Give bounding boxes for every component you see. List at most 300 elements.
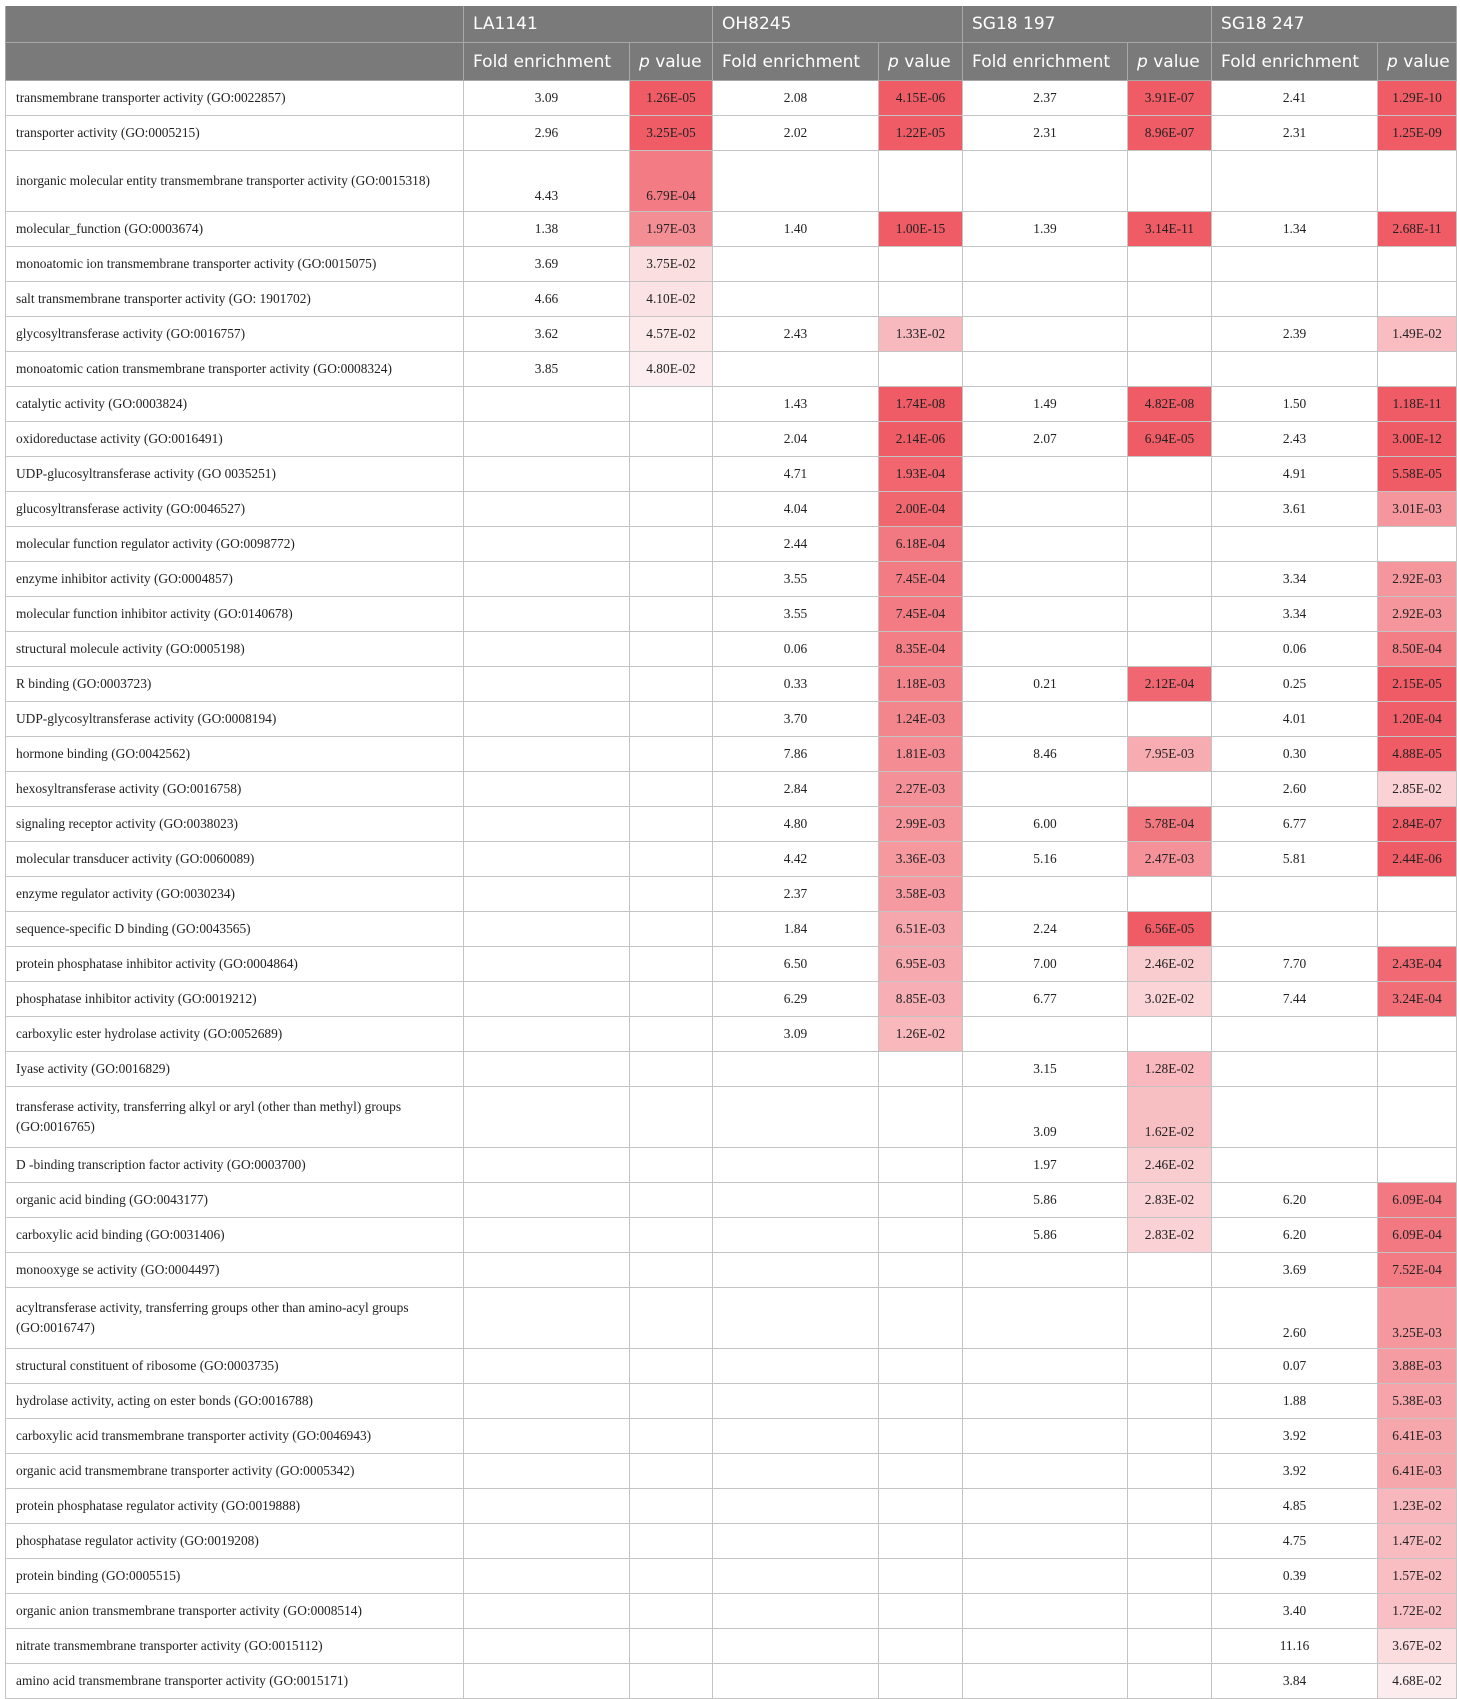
p-value-cell-sg18-197 [1128, 317, 1212, 352]
fold-enrichment-cell-oh8245: 2.02 [713, 116, 879, 151]
p-value-cell-oh8245 [879, 282, 963, 317]
p-value-cell-oh8245: 1.22E-05 [879, 116, 963, 151]
fold-enrichment-cell-la1141 [464, 1664, 630, 1699]
table-row [6, 597, 1457, 632]
fold-enrichment-cell-sg18-197: 6.77 [963, 982, 1128, 1017]
fold-enrichment-cell-sg18-197: 8.46 [963, 737, 1128, 772]
p-value-cell-la1141: 4.57E-02 [630, 317, 713, 352]
fold-enrichment-cell-oh8245 [713, 247, 879, 282]
p-value-cell-oh8245: 1.93E-04 [879, 457, 963, 492]
table-row [6, 116, 1457, 151]
go-term-cell: hormone binding (GO:0042562) [6, 737, 464, 772]
p-value-cell-sg18-247: 2.68E-11 [1378, 212, 1457, 247]
fold-enrichment-cell-sg18-247: 2.39 [1212, 317, 1378, 352]
p-value-cell-oh8245 [879, 247, 963, 282]
go-term-cell: molecular function inhibitor activity (GO:0140678) [6, 597, 464, 632]
fold-enrichment-cell-sg18-197 [963, 1559, 1128, 1594]
fold-enrichment-cell-oh8245 [713, 1629, 879, 1664]
fold-enrichment-cell-la1141 [464, 877, 630, 912]
fold-enrichment-cell-oh8245 [713, 1559, 879, 1594]
go-term-cell: monooxyge se activity (GO:0004497) [6, 1253, 464, 1288]
fold-enrichment-cell-sg18-247 [1212, 282, 1378, 317]
p-value-cell-la1141 [630, 702, 713, 737]
fold-enrichment-cell-sg18-197 [963, 527, 1128, 562]
fold-enrichment-cell-sg18-247: 1.34 [1212, 212, 1378, 247]
table-row [6, 1288, 1457, 1349]
fold-enrichment-cell-oh8245: 4.71 [713, 457, 879, 492]
p-value-cell-la1141 [630, 457, 713, 492]
fold-enrichment-cell-la1141: 1.38 [464, 212, 630, 247]
header-row-groups [6, 6, 1457, 43]
p-value-cell-la1141 [630, 597, 713, 632]
p-value-cell-la1141 [630, 1419, 713, 1454]
fold-enrichment-cell-la1141 [464, 947, 630, 982]
fold-enrichment-cell-sg18-197: 5.86 [963, 1218, 1128, 1253]
p-value-cell-sg18-197 [1128, 527, 1212, 562]
p-value-cell-sg18-197: 6.56E-05 [1128, 912, 1212, 947]
p-value-cell-oh8245: 1.33E-02 [879, 317, 963, 352]
fold-enrichment-cell-oh8245: 3.09 [713, 1017, 879, 1052]
fold-enrichment-cell-oh8245 [713, 151, 879, 212]
header-term-blank [6, 6, 464, 43]
fold-enrichment-cell-oh8245: 0.06 [713, 632, 879, 667]
go-term-cell: enzyme regulator activity (GO:0030234) [6, 877, 464, 912]
fold-enrichment-cell-sg18-247: 2.60 [1212, 1288, 1378, 1349]
p-value-cell-oh8245 [879, 1253, 963, 1288]
fold-enrichment-cell-sg18-197 [963, 317, 1128, 352]
p-value-cell-oh8245: 1.81E-03 [879, 737, 963, 772]
p-value-cell-sg18-247 [1378, 282, 1457, 317]
fold-enrichment-cell-sg18-247: 6.20 [1212, 1183, 1378, 1218]
go-term-cell: organic acid transmembrane transporter activity (GO:0005342) [6, 1454, 464, 1489]
p-value-cell-sg18-247: 1.25E-09 [1378, 116, 1457, 151]
p-value-cell-sg18-247: 2.15E-05 [1378, 667, 1457, 702]
fold-enrichment-cell-la1141 [464, 1489, 630, 1524]
p-value-cell-oh8245 [879, 1384, 963, 1419]
fold-enrichment-cell-la1141 [464, 457, 630, 492]
fold-enrichment-cell-sg18-197: 1.49 [963, 387, 1128, 422]
go-term-cell: acyltransferase activity, transferring groups other than amino-acyl groups (GO:0016747) [6, 1288, 464, 1349]
p-value-cell-sg18-197 [1128, 1594, 1212, 1629]
p-value-cell-la1141 [630, 947, 713, 982]
p-value-cell-sg18-247: 1.47E-02 [1378, 1524, 1457, 1559]
fold-enrichment-cell-sg18-197 [963, 1524, 1128, 1559]
fold-enrichment-cell-sg18-197: 7.00 [963, 947, 1128, 982]
table-row [6, 1559, 1457, 1594]
table-row [6, 212, 1457, 247]
p-value-cell-sg18-197 [1128, 1524, 1212, 1559]
fold-enrichment-cell-sg18-247: 4.85 [1212, 1489, 1378, 1524]
fold-enrichment-cell-oh8245 [713, 1087, 879, 1148]
p-value-cell-oh8245: 2.27E-03 [879, 772, 963, 807]
fold-enrichment-cell-sg18-197: 5.86 [963, 1183, 1128, 1218]
p-value-cell-sg18-197: 2.83E-02 [1128, 1183, 1212, 1218]
header-p-italic: p [888, 51, 899, 72]
table-row [6, 632, 1457, 667]
p-value-cell-oh8245 [879, 1288, 963, 1349]
p-value-cell-sg18-247: 5.38E-03 [1378, 1384, 1457, 1419]
p-value-cell-sg18-197: 6.94E-05 [1128, 422, 1212, 457]
p-value-cell-oh8245 [879, 1183, 963, 1218]
table-row [6, 1594, 1457, 1629]
fold-enrichment-cell-sg18-247 [1212, 1052, 1378, 1087]
go-term-cell: molecular_function (GO:0003674) [6, 212, 464, 247]
go-term-cell: enzyme inhibitor activity (GO:0004857) [6, 562, 464, 597]
p-value-cell-oh8245: 7.45E-04 [879, 562, 963, 597]
p-value-cell-sg18-197 [1128, 457, 1212, 492]
p-value-cell-la1141 [630, 387, 713, 422]
fold-enrichment-cell-la1141 [464, 1384, 630, 1419]
p-value-cell-sg18-247: 8.50E-04 [1378, 632, 1457, 667]
table-row [6, 1664, 1457, 1699]
fold-enrichment-cell-oh8245 [713, 352, 879, 387]
table-row [6, 1454, 1457, 1489]
p-value-cell-la1141 [630, 1454, 713, 1489]
fold-enrichment-cell-sg18-197 [963, 772, 1128, 807]
p-value-cell-sg18-197: 2.47E-03 [1128, 842, 1212, 877]
p-value-cell-la1141 [630, 492, 713, 527]
table-row [6, 352, 1457, 387]
fold-enrichment-cell-la1141 [464, 1087, 630, 1148]
fold-enrichment-cell-sg18-247: 5.81 [1212, 842, 1378, 877]
fold-enrichment-cell-sg18-197: 1.97 [963, 1148, 1128, 1183]
fold-enrichment-cell-la1141 [464, 842, 630, 877]
fold-enrichment-cell-sg18-247 [1212, 151, 1378, 212]
p-value-cell-sg18-197 [1128, 1349, 1212, 1384]
p-value-cell-oh8245 [879, 1664, 963, 1699]
fold-enrichment-cell-la1141: 4.43 [464, 151, 630, 212]
table-row [6, 807, 1457, 842]
header-p-value [630, 43, 713, 81]
fold-enrichment-cell-la1141 [464, 667, 630, 702]
go-term-cell: nitrate transmembrane transporter activity (GO:0015112) [6, 1629, 464, 1664]
header-group-oh8245: OH8245 [713, 6, 963, 43]
header-group-sg18-247: SG18 247 [1212, 6, 1457, 43]
header-row-metrics [6, 43, 1457, 81]
go-term-cell: protein phosphatase inhibitor activity (GO:0004864) [6, 947, 464, 982]
fold-enrichment-cell-oh8245 [713, 282, 879, 317]
p-value-cell-sg18-197 [1128, 151, 1212, 212]
p-value-cell-la1141 [630, 1349, 713, 1384]
fold-enrichment-cell-sg18-197: 5.16 [963, 842, 1128, 877]
p-value-cell-sg18-197: 3.91E-07 [1128, 81, 1212, 116]
p-value-cell-sg18-247 [1378, 247, 1457, 282]
go-term-cell: transmembrane transporter activity (GO:0022857) [6, 81, 464, 116]
p-value-cell-sg18-197 [1128, 877, 1212, 912]
fold-enrichment-cell-sg18-197 [963, 492, 1128, 527]
fold-enrichment-cell-la1141 [464, 387, 630, 422]
go-term-cell: protein phosphatase regulator activity (GO:0019888) [6, 1489, 464, 1524]
fold-enrichment-cell-sg18-247: 6.20 [1212, 1218, 1378, 1253]
p-value-cell-oh8245 [879, 1052, 963, 1087]
p-value-cell-oh8245: 1.24E-03 [879, 702, 963, 737]
p-value-cell-la1141 [630, 912, 713, 947]
fold-enrichment-cell-oh8245 [713, 1524, 879, 1559]
p-value-cell-sg18-247 [1378, 1087, 1457, 1148]
fold-enrichment-cell-sg18-197 [963, 1253, 1128, 1288]
fold-enrichment-cell-oh8245 [713, 1253, 879, 1288]
p-value-cell-oh8245: 3.36E-03 [879, 842, 963, 877]
table-row [6, 81, 1457, 116]
go-term-cell: R binding (GO:0003723) [6, 667, 464, 702]
fold-enrichment-cell-oh8245: 3.70 [713, 702, 879, 737]
table-header [6, 6, 1457, 81]
fold-enrichment-cell-sg18-197 [963, 1489, 1128, 1524]
go-term-cell: organic anion transmembrane transporter activity (GO:0008514) [6, 1594, 464, 1629]
p-value-cell-sg18-247: 4.88E-05 [1378, 737, 1457, 772]
p-value-cell-sg18-197: 3.14E-11 [1128, 212, 1212, 247]
header-p-italic: p [1137, 51, 1148, 72]
p-value-cell-sg18-247: 2.44E-06 [1378, 842, 1457, 877]
fold-enrichment-cell-oh8245: 6.50 [713, 947, 879, 982]
p-value-cell-oh8245: 2.14E-06 [879, 422, 963, 457]
fold-enrichment-cell-la1141 [464, 1629, 630, 1664]
go-term-cell: molecular transducer activity (GO:0060089) [6, 842, 464, 877]
p-value-cell-sg18-247: 5.58E-05 [1378, 457, 1457, 492]
fold-enrichment-cell-la1141 [464, 1052, 630, 1087]
header-p-rest: value [1147, 51, 1200, 72]
fold-enrichment-cell-oh8245 [713, 1218, 879, 1253]
p-value-cell-sg18-197 [1128, 1559, 1212, 1594]
table-row [6, 457, 1457, 492]
fold-enrichment-cell-la1141 [464, 737, 630, 772]
p-value-cell-la1141 [630, 632, 713, 667]
fold-enrichment-cell-sg18-247 [1212, 1017, 1378, 1052]
p-value-cell-sg18-197: 5.78E-04 [1128, 807, 1212, 842]
p-value-cell-sg18-247: 3.00E-12 [1378, 422, 1457, 457]
header-p-italic: p [639, 51, 650, 72]
table-row [6, 562, 1457, 597]
header-p-rest: value [898, 51, 951, 72]
table-row [6, 492, 1457, 527]
fold-enrichment-cell-sg18-197: 2.07 [963, 422, 1128, 457]
header-fold-enrichment: Fold enrichment [713, 43, 879, 81]
fold-enrichment-cell-sg18-247: 0.06 [1212, 632, 1378, 667]
table-row [6, 842, 1457, 877]
fold-enrichment-cell-la1141 [464, 597, 630, 632]
table-row [6, 151, 1457, 212]
p-value-cell-sg18-247 [1378, 1052, 1457, 1087]
p-value-cell-sg18-247: 6.09E-04 [1378, 1218, 1457, 1253]
go-term-cell: hydrolase activity, acting on ester bonds (GO:0016788) [6, 1384, 464, 1419]
fold-enrichment-cell-oh8245: 2.04 [713, 422, 879, 457]
p-value-cell-sg18-247 [1378, 1148, 1457, 1183]
go-term-cell: organic acid binding (GO:0043177) [6, 1183, 464, 1218]
p-value-cell-sg18-247: 2.43E-04 [1378, 947, 1457, 982]
p-value-cell-sg18-197: 7.95E-03 [1128, 737, 1212, 772]
fold-enrichment-cell-la1141 [464, 1183, 630, 1218]
fold-enrichment-cell-sg18-197: 3.15 [963, 1052, 1128, 1087]
p-value-cell-oh8245: 1.74E-08 [879, 387, 963, 422]
table-row [6, 1253, 1457, 1288]
p-value-cell-la1141: 3.25E-05 [630, 116, 713, 151]
fold-enrichment-cell-sg18-197 [963, 1419, 1128, 1454]
fold-enrichment-cell-sg18-247 [1212, 247, 1378, 282]
fold-enrichment-cell-la1141 [464, 422, 630, 457]
table-row [6, 1218, 1457, 1253]
fold-enrichment-cell-la1141 [464, 807, 630, 842]
p-value-cell-oh8245: 1.18E-03 [879, 667, 963, 702]
fold-enrichment-cell-sg18-247 [1212, 1148, 1378, 1183]
p-value-cell-oh8245: 2.00E-04 [879, 492, 963, 527]
fold-enrichment-cell-sg18-247: 0.25 [1212, 667, 1378, 702]
table-body [6, 81, 1457, 1699]
header-p-value [1378, 43, 1457, 81]
p-value-cell-la1141 [630, 1524, 713, 1559]
table-row [6, 912, 1457, 947]
table-row [6, 527, 1457, 562]
go-term-cell: oxidoreductase activity (GO:0016491) [6, 422, 464, 457]
go-term-cell: phosphatase inhibitor activity (GO:0019212) [6, 982, 464, 1017]
fold-enrichment-cell-sg18-197 [963, 352, 1128, 387]
table-row [6, 702, 1457, 737]
p-value-cell-oh8245: 6.51E-03 [879, 912, 963, 947]
p-value-cell-sg18-197: 2.83E-02 [1128, 1218, 1212, 1253]
p-value-cell-sg18-247: 4.68E-02 [1378, 1664, 1457, 1699]
p-value-cell-sg18-197 [1128, 1017, 1212, 1052]
p-value-cell-oh8245: 6.95E-03 [879, 947, 963, 982]
fold-enrichment-cell-oh8245: 3.55 [713, 597, 879, 632]
p-value-cell-oh8245: 2.99E-03 [879, 807, 963, 842]
p-value-cell-oh8245 [879, 1629, 963, 1664]
p-value-cell-sg18-247: 3.88E-03 [1378, 1349, 1457, 1384]
fold-enrichment-cell-sg18-197 [963, 702, 1128, 737]
p-value-cell-sg18-197 [1128, 1253, 1212, 1288]
p-value-cell-sg18-247: 6.09E-04 [1378, 1183, 1457, 1218]
p-value-cell-la1141 [630, 422, 713, 457]
header-fold-enrichment: Fold enrichment [963, 43, 1128, 81]
fold-enrichment-cell-sg18-247: 0.07 [1212, 1349, 1378, 1384]
fold-enrichment-cell-la1141 [464, 632, 630, 667]
table-row [6, 737, 1457, 772]
fold-enrichment-cell-sg18-197 [963, 457, 1128, 492]
p-value-cell-oh8245: 1.00E-15 [879, 212, 963, 247]
fold-enrichment-cell-oh8245: 2.43 [713, 317, 879, 352]
p-value-cell-sg18-197 [1128, 1288, 1212, 1349]
fold-enrichment-cell-la1141 [464, 912, 630, 947]
p-value-cell-sg18-247: 1.18E-11 [1378, 387, 1457, 422]
p-value-cell-oh8245: 4.15E-06 [879, 81, 963, 116]
p-value-cell-sg18-197: 1.62E-02 [1128, 1087, 1212, 1148]
fold-enrichment-cell-oh8245 [713, 1489, 879, 1524]
p-value-cell-sg18-247: 1.29E-10 [1378, 81, 1457, 116]
fold-enrichment-cell-oh8245: 0.33 [713, 667, 879, 702]
p-value-cell-la1141: 4.80E-02 [630, 352, 713, 387]
fold-enrichment-cell-la1141 [464, 1454, 630, 1489]
fold-enrichment-cell-oh8245: 6.29 [713, 982, 879, 1017]
p-value-cell-oh8245 [879, 1454, 963, 1489]
fold-enrichment-cell-sg18-197 [963, 562, 1128, 597]
p-value-cell-sg18-197: 8.96E-07 [1128, 116, 1212, 151]
fold-enrichment-cell-sg18-247 [1212, 352, 1378, 387]
go-term-cell: salt transmembrane transporter activity (GO: 1901702) [6, 282, 464, 317]
go-term-cell: catalytic activity (GO:0003824) [6, 387, 464, 422]
go-term-cell: structural molecule activity (GO:0005198) [6, 632, 464, 667]
fold-enrichment-cell-oh8245: 2.84 [713, 772, 879, 807]
go-term-cell: amino acid transmembrane transporter activity (GO:0015171) [6, 1664, 464, 1699]
p-value-cell-sg18-247: 1.23E-02 [1378, 1489, 1457, 1524]
p-value-cell-sg18-247 [1378, 352, 1457, 387]
table-row [6, 947, 1457, 982]
table-row [6, 772, 1457, 807]
go-term-cell: phosphatase regulator activity (GO:0019208) [6, 1524, 464, 1559]
p-value-cell-oh8245: 8.35E-04 [879, 632, 963, 667]
table-row [6, 282, 1457, 317]
p-value-cell-sg18-247 [1378, 1017, 1457, 1052]
fold-enrichment-cell-sg18-197 [963, 247, 1128, 282]
p-value-cell-sg18-247: 7.52E-04 [1378, 1253, 1457, 1288]
fold-enrichment-cell-oh8245 [713, 1349, 879, 1384]
table-row [6, 1349, 1457, 1384]
table-row [6, 1183, 1457, 1218]
fold-enrichment-cell-sg18-247: 7.44 [1212, 982, 1378, 1017]
fold-enrichment-cell-la1141 [464, 1524, 630, 1559]
header-p-italic: p [1387, 51, 1398, 72]
table-row [6, 1489, 1457, 1524]
fold-enrichment-cell-la1141 [464, 492, 630, 527]
fold-enrichment-cell-sg18-197: 2.24 [963, 912, 1128, 947]
table-row [6, 877, 1457, 912]
p-value-cell-sg18-247: 2.92E-03 [1378, 562, 1457, 597]
table-row [6, 1052, 1457, 1087]
p-value-cell-la1141 [630, 1218, 713, 1253]
fold-enrichment-cell-oh8245: 1.40 [713, 212, 879, 247]
p-value-cell-sg18-247: 1.57E-02 [1378, 1559, 1457, 1594]
fold-enrichment-cell-sg18-247 [1212, 877, 1378, 912]
header-p-value [879, 43, 963, 81]
go-term-cell: signaling receptor activity (GO:0038023) [6, 807, 464, 842]
header-group-sg18-197: SG18 197 [963, 6, 1212, 43]
p-value-cell-la1141 [630, 807, 713, 842]
p-value-cell-la1141 [630, 527, 713, 562]
p-value-cell-oh8245 [879, 1489, 963, 1524]
p-value-cell-la1141 [630, 1288, 713, 1349]
p-value-cell-la1141 [630, 1559, 713, 1594]
p-value-cell-sg18-247: 3.67E-02 [1378, 1629, 1457, 1664]
p-value-cell-sg18-197 [1128, 632, 1212, 667]
p-value-cell-sg18-197 [1128, 247, 1212, 282]
table-row [6, 1524, 1457, 1559]
table-row [6, 247, 1457, 282]
fold-enrichment-cell-sg18-247: 2.31 [1212, 116, 1378, 151]
go-term-cell: glucosyltransferase activity (GO:0046527) [6, 492, 464, 527]
fold-enrichment-cell-sg18-197: 3.09 [963, 1087, 1128, 1148]
table-row [6, 1419, 1457, 1454]
header-p-value [1128, 43, 1212, 81]
p-value-cell-oh8245 [879, 1148, 963, 1183]
table-row [6, 982, 1457, 1017]
p-value-cell-sg18-197 [1128, 492, 1212, 527]
p-value-cell-la1141 [630, 1183, 713, 1218]
fold-enrichment-cell-la1141: 3.69 [464, 247, 630, 282]
fold-enrichment-cell-oh8245 [713, 1419, 879, 1454]
p-value-cell-oh8245: 3.58E-03 [879, 877, 963, 912]
fold-enrichment-cell-la1141 [464, 982, 630, 1017]
go-term-cell: structural constituent of ribosome (GO:0003735) [6, 1349, 464, 1384]
p-value-cell-sg18-247: 3.24E-04 [1378, 982, 1457, 1017]
go-term-cell: hexosyltransferase activity (GO:0016758) [6, 772, 464, 807]
fold-enrichment-cell-oh8245: 1.84 [713, 912, 879, 947]
table-row [6, 1148, 1457, 1183]
p-value-cell-oh8245 [879, 1218, 963, 1253]
p-value-cell-la1141 [630, 1664, 713, 1699]
fold-enrichment-cell-oh8245: 4.04 [713, 492, 879, 527]
p-value-cell-sg18-247 [1378, 912, 1457, 947]
go-term-cell: carboxylic acid transmembrane transporter activity (GO:0046943) [6, 1419, 464, 1454]
p-value-cell-la1141 [630, 1017, 713, 1052]
fold-enrichment-cell-la1141 [464, 1148, 630, 1183]
header-p-rest: value [649, 51, 702, 72]
